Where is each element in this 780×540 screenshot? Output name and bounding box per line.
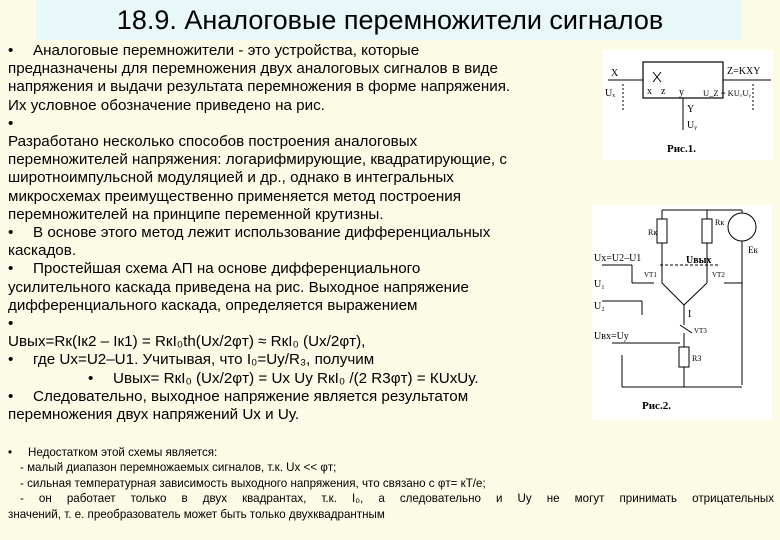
- bullet-paragraph: [8, 224, 608, 242]
- fig2-uvyx-label: Uвых: [686, 255, 712, 266]
- bullet-paragraph: [8, 388, 608, 406]
- text-line: Простейшая схема АП на основе дифференциального: [33, 260, 421, 278]
- bullet: •: [8, 224, 14, 242]
- bullet-paragraph: [8, 260, 608, 278]
- slide-title: 18.9. Аналоговые перемножители сигналов: [116, 5, 664, 35]
- text-line: В основе этого метод лежит использование дифференциальных: [33, 224, 491, 242]
- fig2-u1-label: U₁: [594, 279, 605, 290]
- figure-2-diagram: [592, 205, 772, 420]
- fig2-rk-left: Rк: [648, 228, 658, 237]
- text-line: перемножения двух напряжений Ux и Uу.: [8, 406, 300, 424]
- text-line: Их условное обозначение приведено на рис.: [8, 96, 325, 114]
- notes-block: [8, 445, 774, 522]
- text-line: перемножителей на принципе переменной крутизны.: [8, 205, 384, 223]
- fig2-ux-label: Ux=U2–U1: [594, 253, 642, 264]
- fig2-rk-right: Rк: [715, 218, 725, 227]
- text-line: Следовательно, выходное напряжение является результатом: [33, 387, 469, 405]
- note-text: Недостатком этой схемы является:: [28, 446, 218, 459]
- bullet: •: [8, 260, 14, 278]
- fig2-vt1-label: VT1: [644, 271, 657, 279]
- figure-1-diagram: [603, 50, 773, 160]
- text-line: перемножителей напряжения: логарифмирующие, квадратирующие, с: [8, 151, 507, 169]
- bullet: •: [8, 114, 14, 132]
- text-line: предназначены для перемножения двух аналоговых сигналов в виде: [8, 60, 498, 78]
- fig1-uy-label: Uᵧ: [687, 120, 697, 131]
- formula-1: Uвых=Rк(Iк2 – Iк1) = RкI₀th(Ux/2φт) ≈ RкI₀ (Ux/2φт),: [8, 333, 366, 351]
- fig2-r3-label: R3: [692, 354, 702, 363]
- note-line: значений, т. е. преобразователь может быть только двухквадрантным: [8, 507, 385, 521]
- figure-2: [592, 205, 772, 420]
- fig1-inner-x: x: [647, 86, 652, 97]
- bullet: •: [8, 42, 14, 59]
- bullet-paragraph: [8, 42, 608, 60]
- main-text: [8, 42, 608, 424]
- fig1-caption: Рис.1.: [667, 143, 696, 155]
- fig2-vt3-label: VT3: [694, 327, 707, 335]
- fig2-u2-label: U₂: [594, 301, 605, 312]
- fig1-ux-label: Uₓ: [605, 88, 616, 99]
- fig1-z-label: Z=KXY: [727, 66, 761, 77]
- fig2-caption: Рис.2.: [642, 400, 671, 412]
- fig1-y-label: Y: [687, 104, 695, 115]
- text-line: Разработано несколько способов построения аналоговых: [8, 133, 418, 151]
- text-line: широтноимпульсной модуляцией и др., однако в интегральных: [8, 169, 454, 187]
- fig1-x-label: X: [611, 68, 619, 79]
- text-line: усилительного каскада приведена на рис. Выходное напряжение: [8, 278, 469, 296]
- fig1-inner-y: y: [679, 87, 684, 98]
- formula-3: Uвых= RкI₀ (Ux/2φт) = Ux Uу RкI₀ /(2 R3φт) = КUxUу.: [113, 369, 479, 387]
- text-line: микросхемах преимущественно применяется метод построения: [8, 187, 461, 205]
- text-line: напряжения и выдачи результата перемножения в форме напряжения.: [8, 78, 511, 96]
- bullet: •: [8, 387, 14, 405]
- note-line: - малый диапазон перемножаемых сигналов, т.к. Ux << φт;: [20, 461, 337, 475]
- bullet: •: [88, 369, 94, 387]
- note-heading: [8, 445, 774, 460]
- fig2-i0-label: I: [688, 309, 692, 320]
- text-line: дифференциального каскада, определяется выражением: [8, 296, 418, 314]
- bullet-paragraph: [8, 370, 608, 388]
- text-line: каскадов.: [8, 242, 77, 260]
- figure-1: [603, 50, 773, 160]
- bullet: •: [8, 351, 14, 369]
- bullet-paragraph: [8, 315, 608, 333]
- fig2-ek-label: Eк: [748, 245, 758, 255]
- bullet-paragraph: [8, 351, 608, 369]
- bullet-paragraph: [8, 115, 608, 133]
- fig2-uy-label: Uвх=Uу: [594, 331, 629, 342]
- formula-2: где Ux=U2–U1. Учитывая, что I₀=Uу/R₃, получим: [33, 351, 375, 369]
- note-line: - сильная температурная зависимость выходного напряжения, что связано с φт= кT/e;: [20, 476, 486, 490]
- bullet: •: [8, 446, 13, 459]
- fig1-uz-label: U_Z = KUₓUᵧ: [703, 88, 751, 98]
- fig1-inner-z: z: [661, 86, 666, 97]
- bullet: •: [8, 315, 14, 333]
- text-line: Аналоговые перемножители - это устройства, которые: [33, 42, 420, 59]
- fig2-vt2-label: VT2: [712, 271, 725, 279]
- note-line: - он работает только в двух квадрантах, т.к. I₀, а следовательно и Uу не могут принимать отрицательных: [20, 492, 774, 506]
